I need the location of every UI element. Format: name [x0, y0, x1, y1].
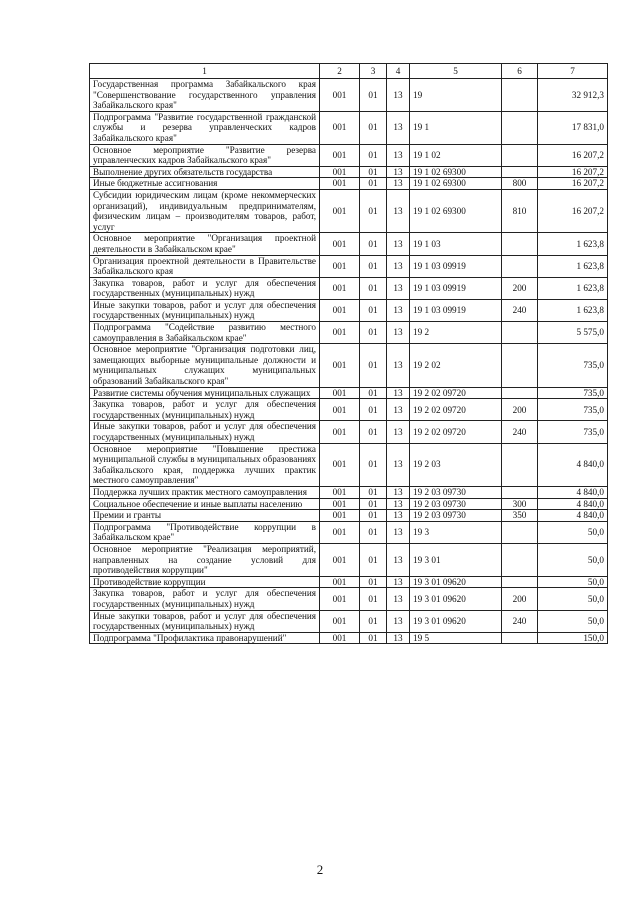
row-admin-code-cell: 001	[320, 610, 360, 632]
row-expense-type-cell	[502, 576, 538, 588]
table-row	[90, 399, 608, 421]
row-name-cell: Социальное обеспечение и иные выплаты населению	[90, 498, 320, 510]
row-section-cell: 01	[360, 421, 387, 443]
row-admin-code-cell: 001	[320, 576, 360, 588]
table-row	[90, 421, 608, 443]
row-expense-type-cell	[502, 543, 538, 576]
row-name-cell: Поддержка лучших практик местного самоуправления	[90, 486, 320, 498]
header-col-1: 1	[90, 64, 320, 79]
row-expense-type-cell: 200	[502, 277, 538, 299]
row-amount-cell: 50,0	[538, 610, 608, 632]
row-subsection-cell: 13	[387, 588, 410, 610]
row-name-cell: Премии и гранты	[90, 510, 320, 522]
row-amount-cell: 1 623,8	[538, 233, 608, 255]
row-expense-type-cell	[502, 144, 538, 166]
row-amount-cell: 735,0	[538, 421, 608, 443]
row-name-cell: Подпрограмма "Развитие государственной гражданской службы и резерва управленческих кадров Забайкальского края"	[90, 111, 320, 144]
row-name-cell: Развитие системы обучения муниципальных служащих	[90, 387, 320, 399]
row-target-article-cell: 19 2 02	[410, 344, 502, 387]
row-target-article-cell: 19 3 01	[410, 543, 502, 576]
table-row	[90, 443, 608, 486]
row-amount-cell: 16 207,2	[538, 189, 608, 232]
row-section-cell: 01	[360, 322, 387, 344]
row-section-cell: 01	[360, 498, 387, 510]
table-row	[90, 166, 608, 178]
row-amount-cell: 1 623,8	[538, 277, 608, 299]
table-row	[90, 189, 608, 232]
row-subsection-cell: 13	[387, 387, 410, 399]
row-admin-code-cell: 001	[320, 543, 360, 576]
table-row	[90, 498, 608, 510]
row-expense-type-cell	[502, 255, 538, 277]
table-row	[90, 144, 608, 166]
row-admin-code-cell: 001	[320, 299, 360, 321]
row-name-cell: Основное мероприятие "Реализация мероприятий, направленных на создание условий для противодействия коррупции"	[90, 543, 320, 576]
row-name-cell: Подпрограмма "Профилактика правонарушений"	[90, 632, 320, 644]
table-row	[90, 299, 608, 321]
row-name-cell: Иные закупки товаров, работ и услуг для обеспечения государственных (муниципальных) нужд	[90, 299, 320, 321]
table-row	[90, 510, 608, 522]
row-subsection-cell: 13	[387, 233, 410, 255]
row-expense-type-cell	[502, 486, 538, 498]
row-section-cell: 01	[360, 255, 387, 277]
row-expense-type-cell: 200	[502, 588, 538, 610]
table-row	[90, 277, 608, 299]
row-subsection-cell: 13	[387, 498, 410, 510]
row-name-cell: Субсидии юридическим лицам (кроме некоммерческих организаций), индивидуальным предпринимателям, физическим лицам – производителям товаров, работ, услуг	[90, 189, 320, 232]
row-expense-type-cell	[502, 387, 538, 399]
row-amount-cell: 4 840,0	[538, 510, 608, 522]
row-amount-cell: 50,0	[538, 543, 608, 576]
table-row	[90, 387, 608, 399]
table-row	[90, 79, 608, 112]
row-target-article-cell: 19 1 03 09919	[410, 255, 502, 277]
row-admin-code-cell: 001	[320, 322, 360, 344]
row-subsection-cell: 13	[387, 166, 410, 178]
row-admin-code-cell: 001	[320, 521, 360, 543]
header-row	[90, 64, 608, 79]
row-expense-type-cell	[502, 166, 538, 178]
row-section-cell: 01	[360, 610, 387, 632]
row-amount-cell: 4 840,0	[538, 486, 608, 498]
row-amount-cell: 50,0	[538, 576, 608, 588]
table-row	[90, 233, 608, 255]
row-section-cell: 01	[360, 387, 387, 399]
row-amount-cell: 16 207,2	[538, 178, 608, 190]
row-target-article-cell: 19 3 01 09620	[410, 576, 502, 588]
row-name-cell: Основное мероприятие "Организация проектной деятельности в Забайкальском крае"	[90, 233, 320, 255]
row-amount-cell: 4 840,0	[538, 498, 608, 510]
row-amount-cell: 735,0	[538, 387, 608, 399]
row-admin-code-cell: 001	[320, 498, 360, 510]
row-amount-cell: 16 207,2	[538, 166, 608, 178]
row-target-article-cell: 19 2 03	[410, 443, 502, 486]
row-expense-type-cell	[502, 233, 538, 255]
row-name-cell: Противодействие коррупции	[90, 576, 320, 588]
row-section-cell: 01	[360, 189, 387, 232]
row-section-cell: 01	[360, 299, 387, 321]
row-expense-type-cell: 810	[502, 189, 538, 232]
table-row	[90, 543, 608, 576]
row-admin-code-cell: 001	[320, 255, 360, 277]
row-expense-type-cell: 350	[502, 510, 538, 522]
row-subsection-cell: 13	[387, 399, 410, 421]
row-admin-code-cell: 001	[320, 486, 360, 498]
row-subsection-cell: 13	[387, 189, 410, 232]
row-target-article-cell: 19 1 02 69300	[410, 166, 502, 178]
row-admin-code-cell: 001	[320, 79, 360, 112]
row-target-article-cell: 19 2 03 09730	[410, 498, 502, 510]
row-name-cell: Подпрограмма "Содействие развитию местного самоуправления в Забайкальском крае"	[90, 322, 320, 344]
header-col-4: 4	[387, 64, 410, 79]
row-name-cell: Подпрограмма "Противодействие коррупции в Забайкальском крае"	[90, 521, 320, 543]
row-subsection-cell: 13	[387, 421, 410, 443]
row-admin-code-cell: 001	[320, 178, 360, 190]
table-row	[90, 178, 608, 190]
table-row	[90, 521, 608, 543]
row-subsection-cell: 13	[387, 322, 410, 344]
row-admin-code-cell: 001	[320, 344, 360, 387]
row-expense-type-cell	[502, 443, 538, 486]
row-admin-code-cell: 001	[320, 144, 360, 166]
table-row	[90, 610, 608, 632]
header-col-6: 6	[502, 64, 538, 79]
row-expense-type-cell: 240	[502, 421, 538, 443]
row-amount-cell: 4 840,0	[538, 443, 608, 486]
table-row	[90, 588, 608, 610]
row-expense-type-cell	[502, 79, 538, 112]
row-section-cell: 01	[360, 344, 387, 387]
row-section-cell: 01	[360, 233, 387, 255]
row-target-article-cell: 19 2 02 09720	[410, 421, 502, 443]
row-target-article-cell: 19	[410, 79, 502, 112]
row-target-article-cell: 19 2 03 09730	[410, 510, 502, 522]
row-admin-code-cell: 001	[320, 399, 360, 421]
row-amount-cell: 5 575,0	[538, 322, 608, 344]
row-section-cell: 01	[360, 166, 387, 178]
row-target-article-cell: 19 1 03 09919	[410, 299, 502, 321]
row-name-cell: Выполнение других обязательств государства	[90, 166, 320, 178]
row-section-cell: 01	[360, 632, 387, 644]
header-col-3: 3	[360, 64, 387, 79]
row-target-article-cell: 19 5	[410, 632, 502, 644]
row-amount-cell: 32 912,3	[538, 79, 608, 112]
row-admin-code-cell: 001	[320, 632, 360, 644]
row-subsection-cell: 13	[387, 344, 410, 387]
row-name-cell: Государственная программа Забайкальского края "Совершенствование государственного управления Забайкальского края"	[90, 79, 320, 112]
row-target-article-cell: 19 1 02 69300	[410, 178, 502, 190]
row-subsection-cell: 13	[387, 277, 410, 299]
row-section-cell: 01	[360, 521, 387, 543]
row-section-cell: 01	[360, 486, 387, 498]
row-section-cell: 01	[360, 178, 387, 190]
row-admin-code-cell: 001	[320, 421, 360, 443]
row-admin-code-cell: 001	[320, 387, 360, 399]
row-expense-type-cell: 240	[502, 610, 538, 632]
row-section-cell: 01	[360, 443, 387, 486]
budget-table	[89, 63, 608, 644]
table-row	[90, 322, 608, 344]
row-expense-type-cell	[502, 632, 538, 644]
row-amount-cell: 50,0	[538, 588, 608, 610]
row-target-article-cell: 19 3	[410, 521, 502, 543]
table-row	[90, 486, 608, 498]
row-target-article-cell: 19 1 02 69300	[410, 189, 502, 232]
row-target-article-cell: 19 2 02 09720	[410, 387, 502, 399]
row-subsection-cell: 13	[387, 111, 410, 144]
row-name-cell: Иные закупки товаров, работ и услуг для обеспечения государственных (муниципальных) нужд	[90, 610, 320, 632]
row-admin-code-cell: 001	[320, 233, 360, 255]
row-amount-cell: 17 831,0	[538, 111, 608, 144]
row-admin-code-cell: 001	[320, 111, 360, 144]
row-subsection-cell: 13	[387, 521, 410, 543]
row-amount-cell: 1 623,8	[538, 255, 608, 277]
table-row	[90, 344, 608, 387]
row-section-cell: 01	[360, 588, 387, 610]
row-section-cell: 01	[360, 144, 387, 166]
row-target-article-cell: 19 2	[410, 322, 502, 344]
table-row	[90, 632, 608, 644]
row-subsection-cell: 13	[387, 543, 410, 576]
row-name-cell: Основное мероприятие "Организация подготовки лиц, замещающих выборные муниципальные должности и муниципальных служащих муниципальных образований Забайкальского края"	[90, 344, 320, 387]
row-expense-type-cell: 240	[502, 299, 538, 321]
row-subsection-cell: 13	[387, 255, 410, 277]
row-admin-code-cell: 001	[320, 166, 360, 178]
row-section-cell: 01	[360, 399, 387, 421]
row-name-cell: Организация проектной деятельности в Правительстве Забайкальского края	[90, 255, 320, 277]
table-row	[90, 111, 608, 144]
row-name-cell: Иные бюджетные ассигнования	[90, 178, 320, 190]
row-admin-code-cell: 001	[320, 443, 360, 486]
row-name-cell: Основное мероприятие "Повышение престижа муниципальной службы в муниципальных образованиях Забайкальского края, поддержка лучших практик местного самоуправления"	[90, 443, 320, 486]
row-expense-type-cell	[502, 322, 538, 344]
row-target-article-cell: 19 1 02	[410, 144, 502, 166]
row-expense-type-cell	[502, 344, 538, 387]
row-amount-cell: 735,0	[538, 399, 608, 421]
row-target-article-cell: 19 3 01 09620	[410, 588, 502, 610]
row-section-cell: 01	[360, 79, 387, 112]
row-section-cell: 01	[360, 543, 387, 576]
table-body	[90, 79, 608, 644]
row-amount-cell: 150,0	[538, 632, 608, 644]
row-name-cell: Закупка товаров, работ и услуг для обеспечения государственных (муниципальных) нужд	[90, 399, 320, 421]
row-subsection-cell: 13	[387, 144, 410, 166]
row-name-cell: Иные закупки товаров, работ и услуг для обеспечения государственных (муниципальных) нужд	[90, 421, 320, 443]
header-col-2: 2	[320, 64, 360, 79]
row-name-cell: Основное мероприятие "Развитие резерва управленческих кадров Забайкальского края"	[90, 144, 320, 166]
row-target-article-cell: 19 1	[410, 111, 502, 144]
row-section-cell: 01	[360, 111, 387, 144]
row-subsection-cell: 13	[387, 443, 410, 486]
row-section-cell: 01	[360, 277, 387, 299]
row-subsection-cell: 13	[387, 576, 410, 588]
row-subsection-cell: 13	[387, 486, 410, 498]
row-name-cell: Закупка товаров, работ и услуг для обеспечения государственных (муниципальных) нужд	[90, 588, 320, 610]
table-row	[90, 255, 608, 277]
row-target-article-cell: 19 2 02 09720	[410, 399, 502, 421]
table-row	[90, 576, 608, 588]
row-name-cell: Закупка товаров, работ и услуг для обеспечения государственных (муниципальных) нужд	[90, 277, 320, 299]
row-amount-cell: 50,0	[538, 521, 608, 543]
row-expense-type-cell: 800	[502, 178, 538, 190]
row-expense-type-cell	[502, 521, 538, 543]
row-subsection-cell: 13	[387, 299, 410, 321]
header-col-5: 5	[410, 64, 502, 79]
row-subsection-cell: 13	[387, 632, 410, 644]
header-col-7: 7	[538, 64, 608, 79]
row-expense-type-cell: 300	[502, 498, 538, 510]
row-subsection-cell: 13	[387, 510, 410, 522]
row-section-cell: 01	[360, 576, 387, 588]
row-subsection-cell: 13	[387, 79, 410, 112]
row-target-article-cell: 19 1 03	[410, 233, 502, 255]
row-admin-code-cell: 001	[320, 189, 360, 232]
row-expense-type-cell	[502, 111, 538, 144]
row-admin-code-cell: 001	[320, 588, 360, 610]
row-expense-type-cell: 200	[502, 399, 538, 421]
row-target-article-cell: 19 1 03 09919	[410, 277, 502, 299]
row-section-cell: 01	[360, 510, 387, 522]
row-amount-cell: 16 207,2	[538, 144, 608, 166]
row-amount-cell: 735,0	[538, 344, 608, 387]
row-subsection-cell: 13	[387, 610, 410, 632]
row-subsection-cell: 13	[387, 178, 410, 190]
row-target-article-cell: 19 2 03 09730	[410, 486, 502, 498]
page-number: 2	[316, 862, 324, 877]
row-admin-code-cell: 001	[320, 277, 360, 299]
row-amount-cell: 1 623,8	[538, 299, 608, 321]
row-target-article-cell: 19 3 01 09620	[410, 610, 502, 632]
row-admin-code-cell: 001	[320, 510, 360, 522]
